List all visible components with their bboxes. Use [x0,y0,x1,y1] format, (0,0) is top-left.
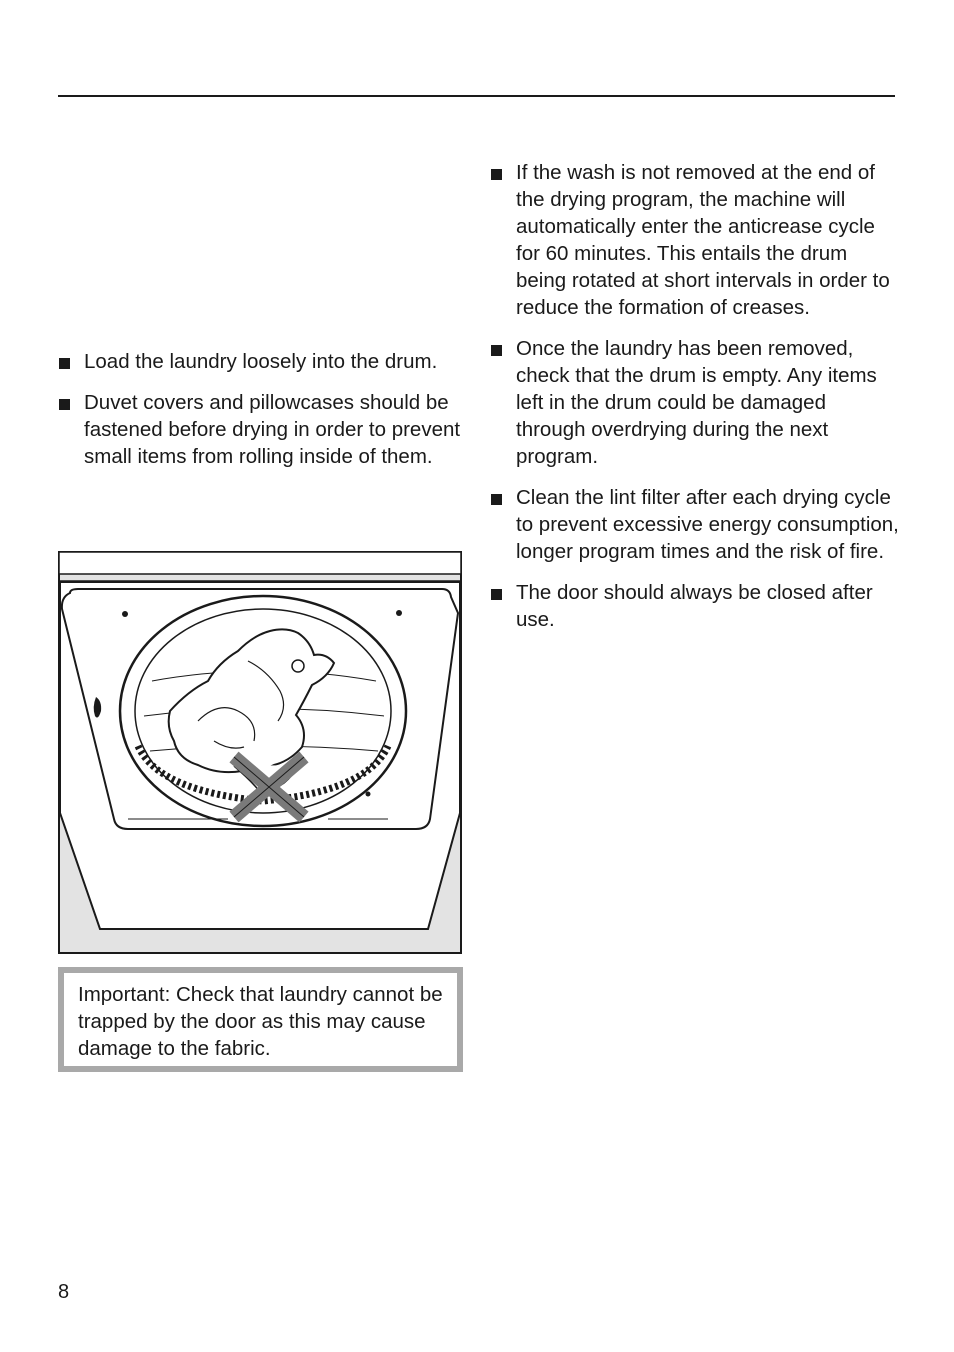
square-bullet-icon [491,345,502,356]
square-bullet-icon [491,169,502,180]
left-instruction-list [58,348,463,484]
list-item [58,348,463,375]
note-text: Important: Check that laundry cannot be trapped by the door as this may cause damage to the fabric. [78,983,443,1060]
square-bullet-icon [491,494,502,505]
square-bullet-icon [59,358,70,369]
important-note [58,967,463,1072]
list-item [490,484,900,565]
list-item [58,389,463,470]
list-item-text: If the wash is not removed at the end of the drying program, the machine will automatically enter the anticrease cycle for 60 minutes. This entails the drum being rotated at short intervals in order to reduce the formation of creases. [516,161,890,319]
list-item-text: Clean the lint filter after each drying cycle to prevent excessive energy consumption, longer program times and the risk of fire. [516,486,899,563]
list-item [490,579,900,633]
list-item [490,335,900,470]
square-bullet-icon [59,399,70,410]
dryer-drum-illustration [58,551,462,954]
header-rule [58,95,895,97]
right-instruction-list [490,159,900,647]
square-bullet-icon [491,589,502,600]
page-number: 8 [58,1281,70,1303]
list-item-text: The door should always be closed after use. [516,581,873,631]
list-item-text: Load the laundry loosely into the drum. [84,350,438,373]
list-item [490,159,900,321]
list-item-text: Duvet covers and pillowcases should be fastened before drying in order to prevent small items from rolling inside of them. [84,391,461,468]
list-item-text: Once the laundry has been removed, check that the drum is empty. Any items left in the drum could be damaged through overdrying during the next program. [516,337,877,468]
